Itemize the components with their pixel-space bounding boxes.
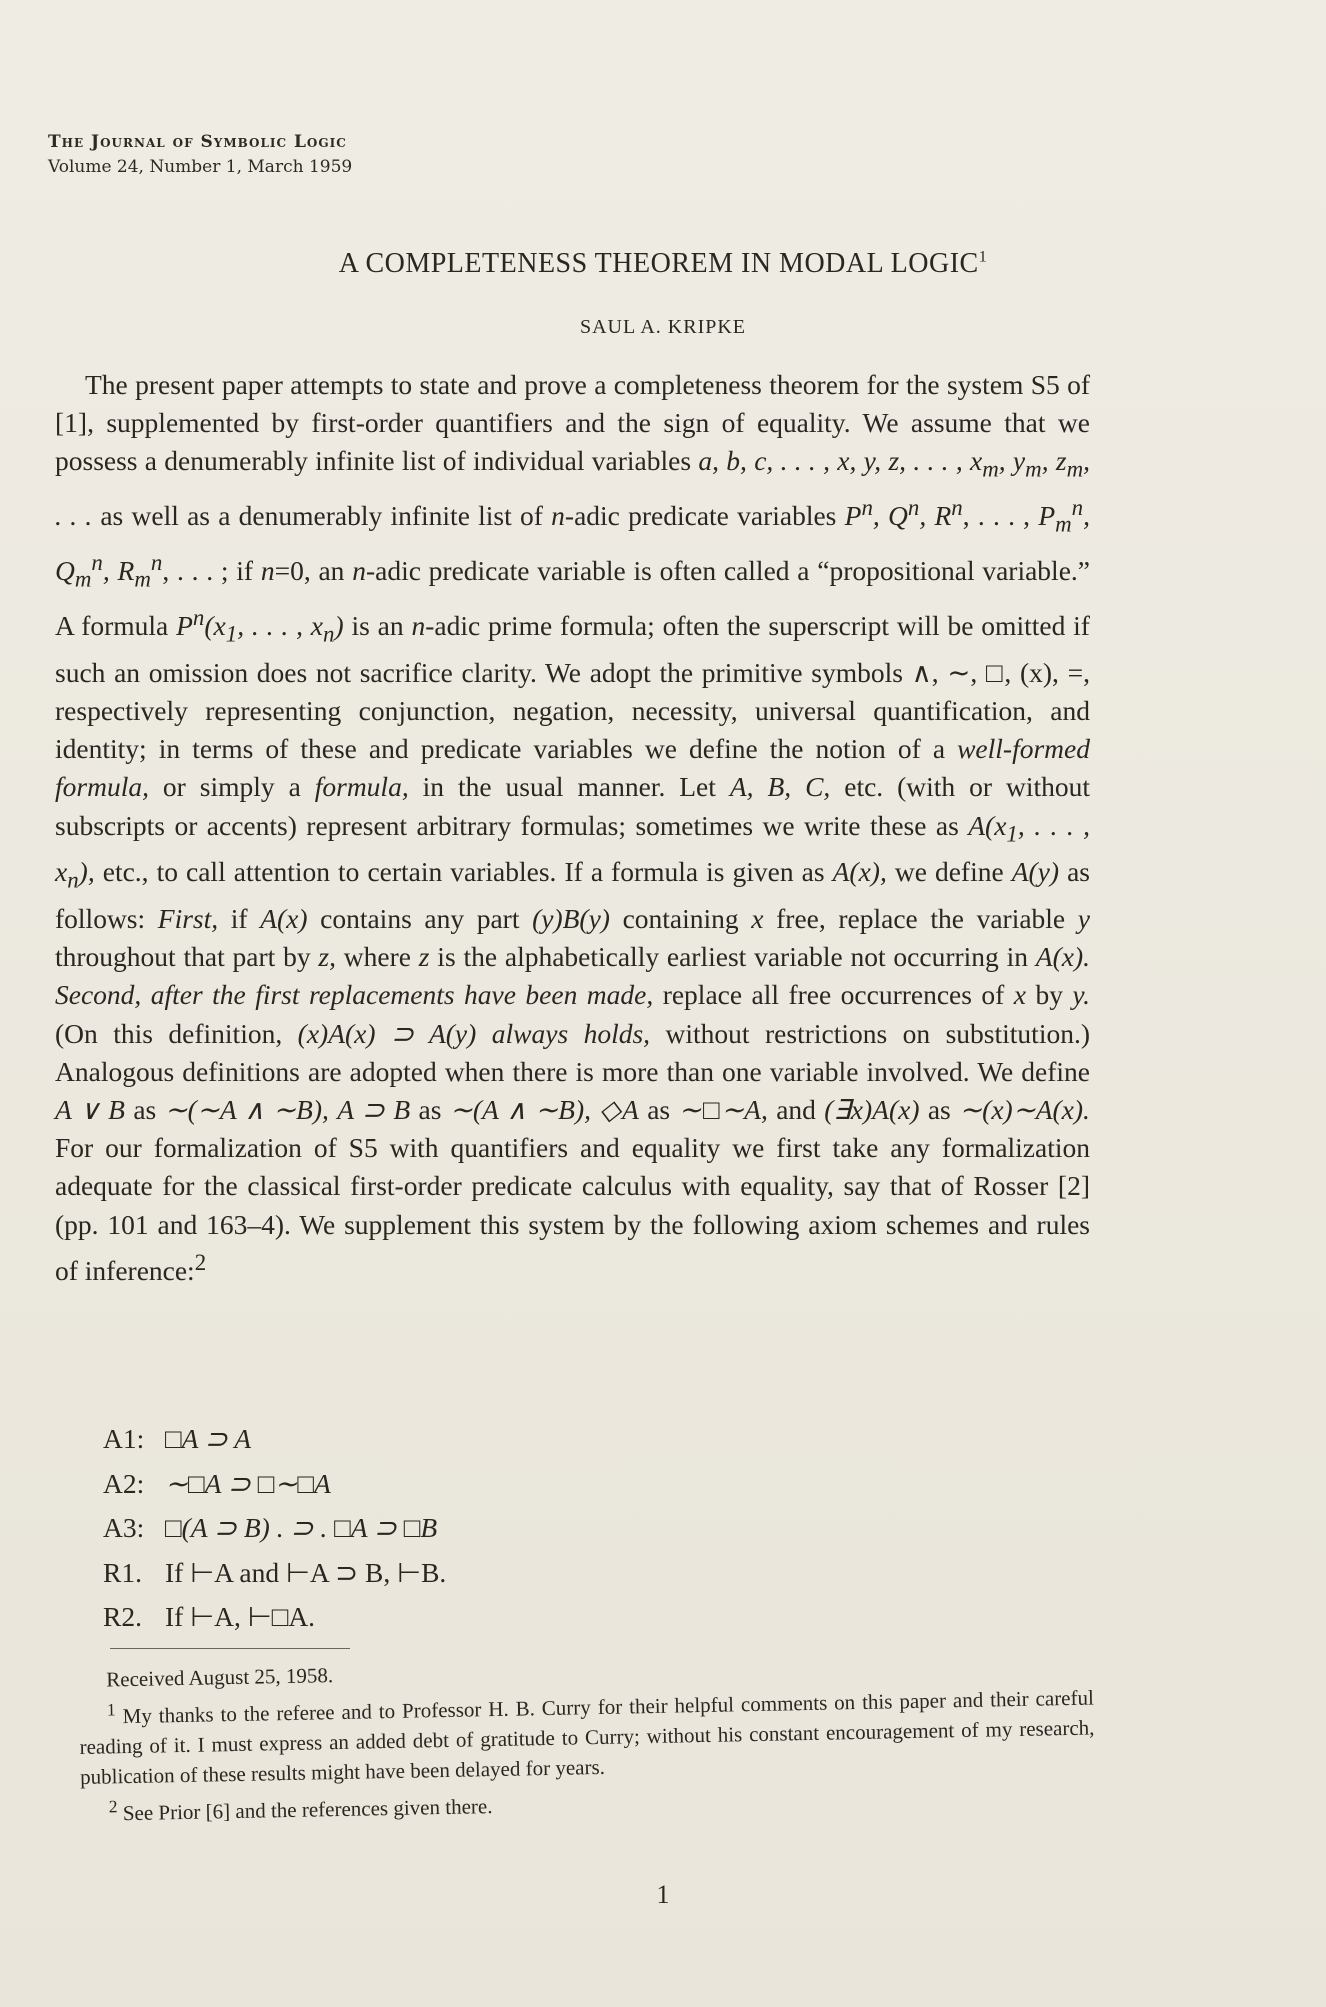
footnote-2-mark: 2: [108, 1796, 118, 1817]
rule-r1: [103, 1551, 446, 1596]
journal-header: [48, 130, 352, 180]
rule-r2: [103, 1595, 446, 1640]
axiom-list: [103, 1417, 446, 1640]
axiom-formula: □(A ⊃ B) . ⊃ . □A ⊃ □B: [165, 1512, 438, 1543]
received-date: Received August 25, 1958.: [106, 1663, 334, 1692]
footnote-2: $^2$ See Prior [6] and the references given there.: [108, 1794, 493, 1826]
axiom-formula: ∼□A ⊃ □∼□A: [165, 1467, 331, 1499]
axiom-label: A1:: [103, 1423, 145, 1454]
paper-author: SAUL A. KRIPKE: [579, 316, 747, 338]
axiom-a2: [103, 1462, 446, 1507]
journal-name: The Journal of Symbolic Logic: [48, 132, 347, 152]
body-paragraph: The present paper attempts to state and prove a completeness theorem for the system S5 of [1], supplemented by first-order quantifiers and the sign of equality. We assume that we possess a denumerably infinite list of individual variables a, b, c, . . . , x, y, z, . . . , $x_m$, $y_m$, $z_m$, . . . as well as a denumerably infinite list of n-adic predicate variables $P^n$, $Q^n$, $R^n$, . . . , $P_m^n$, $Q_m^n$, $R_m^n$, . . . ; if n=0, an n-adic predicate variable is often called a “propositional variable.” A formula $P^n(x_1$, . . . , $x_n$) is an n-adic prime formula; often the superscript will be omitted if such an omission does not sacrifice clarity. We adopt the primitive symbols ∧, ∼, □, (x), =, respectively representing conjunction, negation, necessity, universal quantification, and identity; in terms of these and predicate variables we define the notion of a well-formed formula, or simply a formula, in the usual manner. Let A, B, C, etc. (with or without subscripts or accents) represent arbitrary formulas; sometimes we write these as $A(x_1$, . . . , $x_n$), etc., to call attention to certain variables. If a formula is given as A(x), we define A(y) as follows: First, if A(x) contains any part (y)B(y) containing x free, replace the variable y throughout that part by z, where z is the alphabetically earliest variable not occurring in A(x). Second, after the first replacements have been made, replace all free occurrences of x by y. (On this definition, (x)A(x) ⊃ A(y) always holds, without restrictions on substitution.) Analogous definitions are adopted when there is more than one variable involved. We define A ∨ B as ∼(∼A ∧ ∼B), A ⊃ B as ∼(A ∧ ∼B), ◇A as ∼□∼A, and (∃x)A(x) as ∼(x)∼A(x). For our formalization of S5 with quantifiers and equality we first take any formalization adequate for the classical first-order predicate calculus with equality, say that of Rosser [2] (pp. 101 and 163–4). We supplement this system by the following axiom schemes and rules of inference:$^2$: [55, 369, 1090, 1286]
rule-text: If ⊢A, ⊢□A.: [165, 1601, 316, 1632]
footnote-1-mark: 1: [106, 1699, 116, 1720]
rule-label: R2.: [103, 1601, 142, 1632]
footnotes: [78, 1646, 1096, 1829]
journal-issue: Volume 24, Number 1, March 1959: [48, 157, 353, 177]
axiom-formula: □A ⊃ A: [165, 1423, 252, 1454]
axiom-label: A3:: [103, 1512, 145, 1543]
footnote-divider: [110, 1648, 350, 1649]
page-number: 1: [656, 1880, 670, 1909]
title-footnote-mark: 1: [978, 248, 988, 266]
paper-title: [0, 248, 1326, 280]
axiom-label: A2:: [103, 1467, 145, 1499]
axiom-a1: [103, 1417, 446, 1462]
footnote-2-mark: 2: [194, 1249, 207, 1275]
rule-label: R1.: [103, 1556, 142, 1588]
axiom-a3: [103, 1506, 446, 1551]
paper-title-text: A COMPLETENESS THEOREM IN MODAL LOGIC: [338, 248, 979, 279]
rule-text: If ⊢A and ⊢A ⊃ B, ⊢B.: [165, 1556, 447, 1588]
footnote-1: $^1$ My thanks to the referee and to Professor H. B. Curry for their helpful comments on this paper and their careful reading of it. I must express an added debt of gratitude to Curry; without his constant encouragement of my research, publication of these results might have been delayed for years.: [79, 1685, 1095, 1789]
